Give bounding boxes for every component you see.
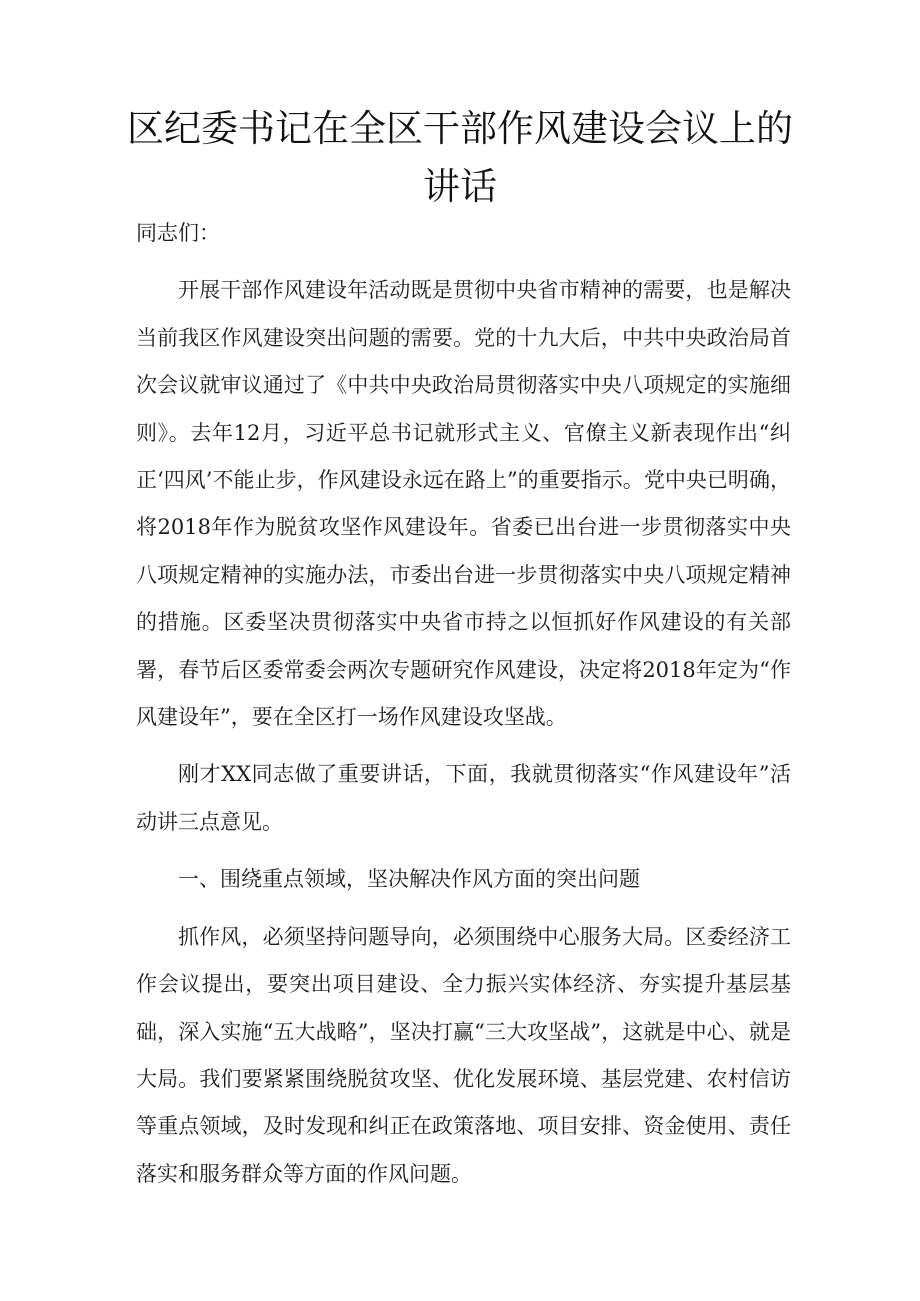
paragraph-section-1: 抓作风，必须坚持问题导向，必须围绕中心服务大局。区委经济工作会议提出，要突出项目建设、全力振兴实体经济、夯实提升基层基础，深入实施“五大战略”，坚决打赢“三大攻坚战”，这就是中心、就是大局。我们要紧紧围绕脱贫攻坚、优化发展环境、基层党建、农村信访等重点领域，及时发现和纠正在政策落地、项目安排、资金使用、责任落实和服务群众等方面的作风问题。 bbox=[136, 924, 791, 1186]
paragraph-background: 开展干部作风建设年活动既是贯彻中央省市精神的需要，也是解决当前我区作风建设突出问题的需要。党的十九大后，中共中央政治局首次会议就审议通过了《中共中央政治局贯彻落实中央八项规定的实施细则》。去年12月，习近平总书记就形式主义、官僚主义新表现作出“纠正‘四风’不能止步，作风建设永远在路上”的重要指示。党中央已明确，将2018年作为脱贫攻坚作风建设年。省委已出台进一步贯彻落实中央八项规定精神的实施办法，市委出台进一步贯彻落实中央八项规定精神的措施。区委坚决贯彻落实中央省市持之以恒抓好作风建设的有关部署，春节后区委常委会两次专题研究作风建设，决定将2018年定为“作风建设年”，要在全区打一场作风建设攻坚战。 bbox=[136, 278, 791, 730]
paragraph-transition: 刚才XX同志做了重要讲话，下面，我就贯彻落实“作风建设年”活动讲三点意见。 bbox=[136, 762, 791, 834]
section-heading-1: 一、围绕重点领域，坚决解决作风方面的突出问题 bbox=[178, 867, 640, 892]
document-body bbox=[136, 210, 791, 1198]
salutation: 同志们： bbox=[136, 221, 220, 245]
document-title: 区纪委书记在全区干部作风建设会议上的讲话 bbox=[127, 107, 793, 208]
